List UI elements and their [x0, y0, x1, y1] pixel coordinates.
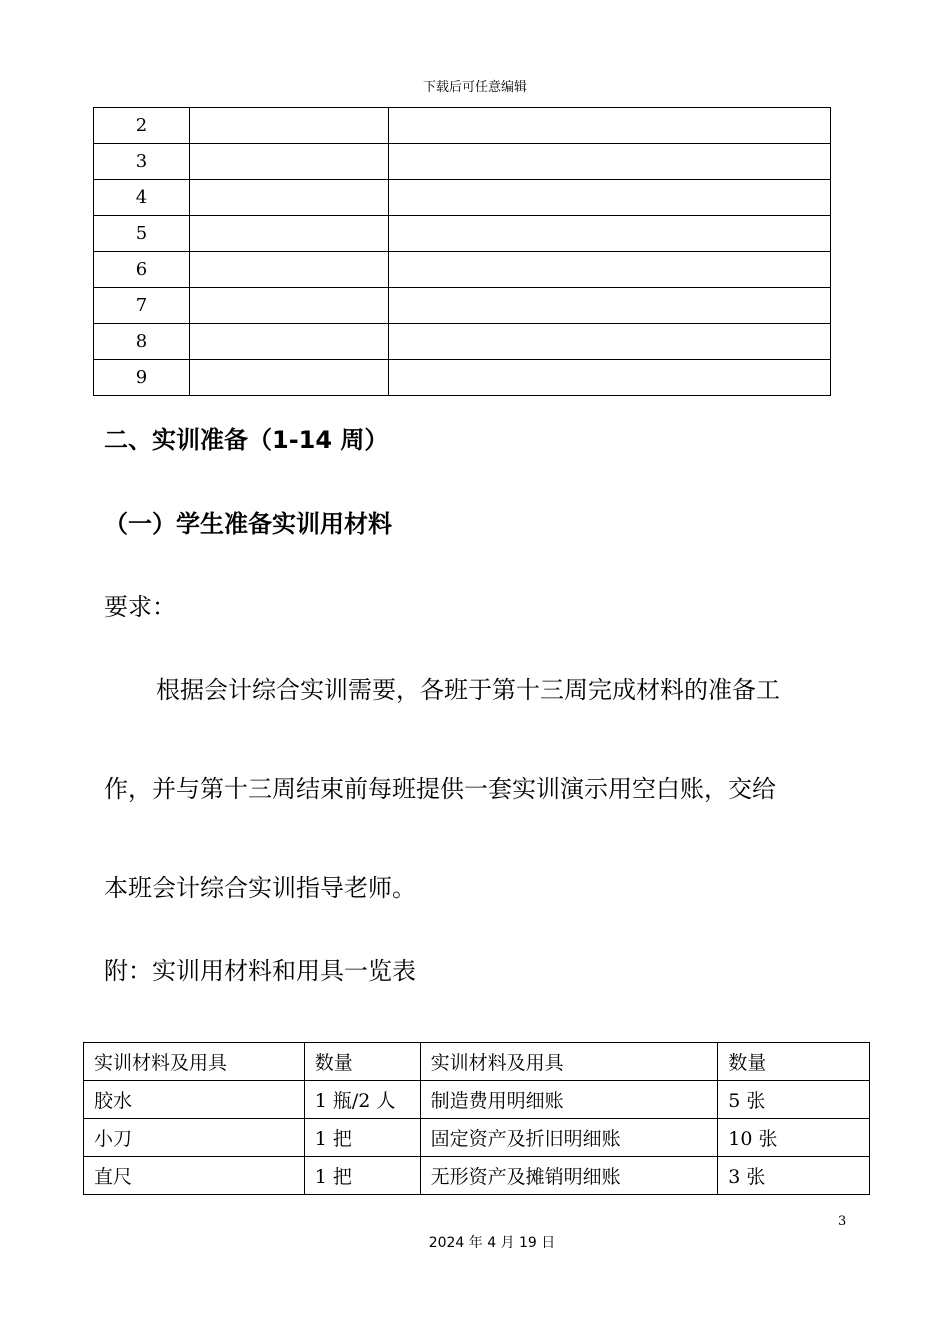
table-cell: 5 张 [718, 1081, 870, 1119]
table-cell [388, 252, 830, 288]
attachment-label: 附：实训用材料和用具一览表 [104, 957, 416, 985]
paragraph-line: 本班会计综合实训指导老师。 [104, 874, 416, 902]
table-row [94, 360, 831, 396]
table-cell [388, 360, 830, 396]
table-cell: 直尺 [84, 1157, 305, 1195]
table-row [94, 324, 831, 360]
table-cell: 无形资产及摊销明细账 [420, 1157, 718, 1195]
table-row [84, 1081, 870, 1119]
table-cell [189, 360, 388, 396]
table-cell [388, 144, 830, 180]
table-cell [388, 180, 830, 216]
column-header: 数量 [304, 1043, 420, 1081]
table-row [94, 144, 831, 180]
table-cell: 制造费用明细账 [420, 1081, 718, 1119]
row-number: 6 [94, 252, 190, 288]
row-number: 7 [94, 288, 190, 324]
requirement-label: 要求： [104, 593, 176, 621]
column-header: 数量 [718, 1043, 870, 1081]
table-cell [388, 288, 830, 324]
table-cell [388, 108, 830, 144]
paragraph-line: 根据会计综合实训需要，各班于第十三周完成材料的准备工 [156, 676, 780, 704]
row-number: 4 [94, 180, 190, 216]
page-header: 下载后可任意编辑 [422, 80, 527, 95]
table-row [94, 108, 831, 144]
table-cell [388, 324, 830, 360]
table-cell: 3 张 [718, 1157, 870, 1195]
table-cell [189, 180, 388, 216]
table-row [94, 216, 831, 252]
table-cell: 胶水 [84, 1081, 305, 1119]
table-cell [189, 144, 388, 180]
table-header-row [84, 1043, 870, 1081]
table-row [94, 180, 831, 216]
column-header: 实训材料及用具 [420, 1043, 718, 1081]
table-cell: 固定资产及折旧明细账 [420, 1119, 718, 1157]
subsection-heading: （一）学生准备实训用材料 [104, 510, 392, 538]
table-cell [189, 108, 388, 144]
table-row [84, 1157, 870, 1195]
row-number: 5 [94, 216, 190, 252]
paragraph-line: 作，并与第十三周结束前每班提供一套实训演示用空白账，交给 [104, 775, 776, 803]
table-cell: 10 张 [718, 1119, 870, 1157]
table-cell: 小刀 [84, 1119, 305, 1157]
table-cell: 1 把 [304, 1157, 420, 1195]
row-number: 8 [94, 324, 190, 360]
column-header: 实训材料及用具 [84, 1043, 305, 1081]
table-cell: 1 瓶/2 人 [304, 1081, 420, 1119]
table-cell [189, 288, 388, 324]
materials-table [83, 1042, 870, 1195]
top-table [93, 107, 831, 396]
table-cell: 1 把 [304, 1119, 420, 1157]
table-cell [189, 324, 388, 360]
table-row [84, 1119, 870, 1157]
table-cell [189, 252, 388, 288]
section-heading: 二、实训准备（1-14 周） [104, 426, 389, 454]
table-row [94, 252, 831, 288]
row-number: 2 [94, 108, 190, 144]
table-row [94, 288, 831, 324]
row-number: 3 [94, 144, 190, 180]
footer-date: 2024 年 4 月 19 日 [428, 1235, 556, 1251]
row-number: 9 [94, 360, 190, 396]
table-cell [189, 216, 388, 252]
table-cell [388, 216, 830, 252]
page-number: 3 [838, 1214, 847, 1229]
